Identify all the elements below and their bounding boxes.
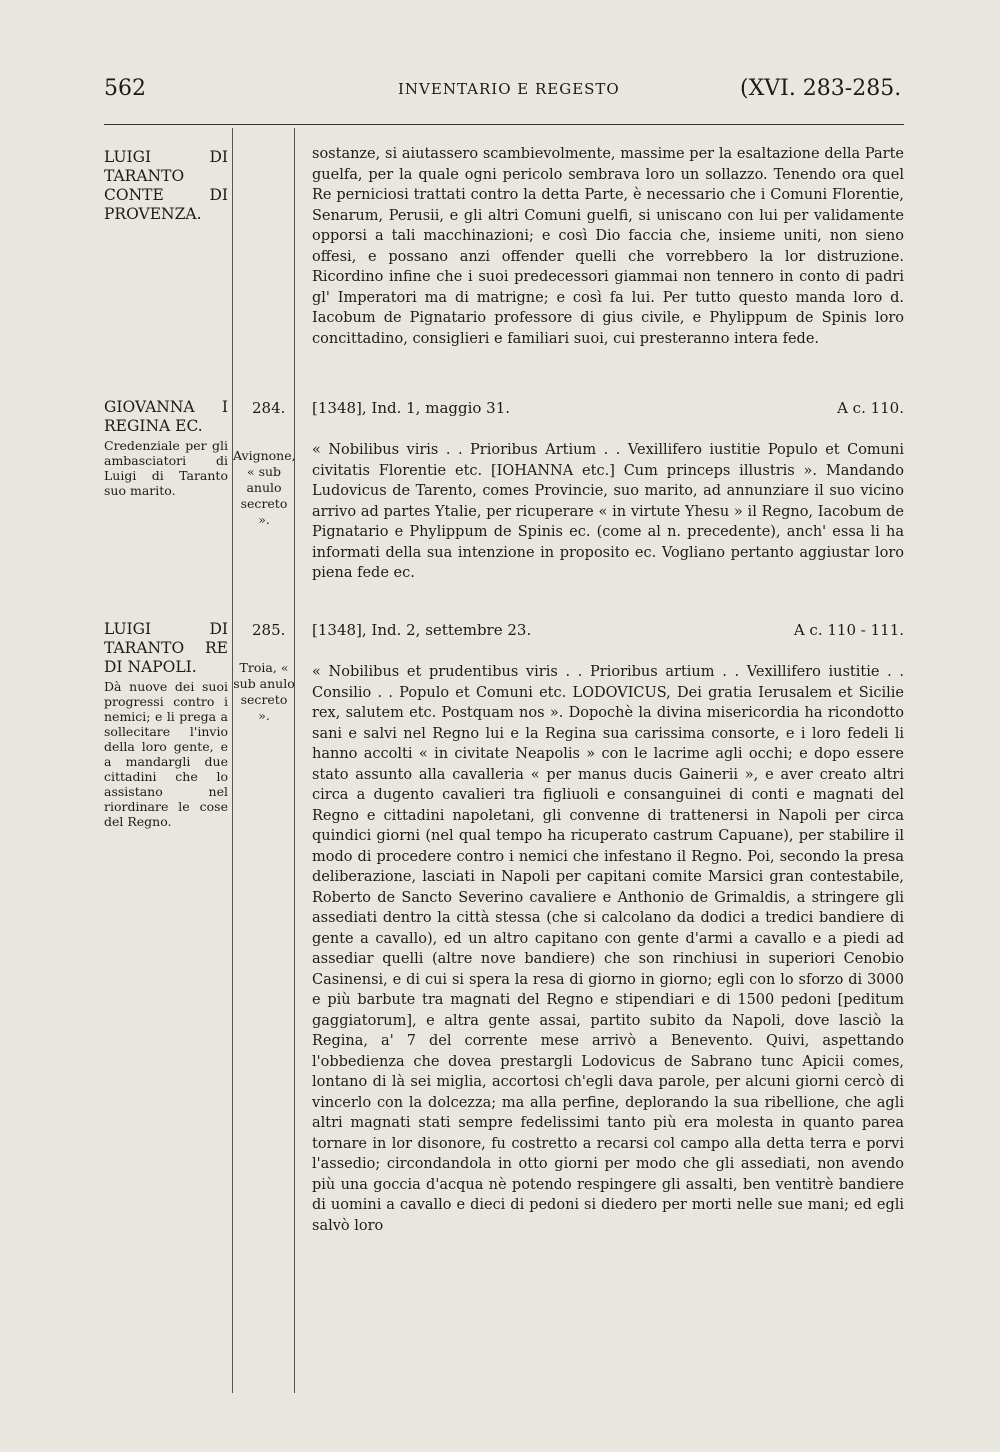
folio-reference: A c. 110.: [837, 399, 904, 417]
regesto-text: « Nobilibus viris . . Prioribus Artium . . Vexillifero iustitie Populo et Comuni civitatis Florentie etc. [IOHANNA etc.] Cum princeps illustris ». Mandando Ludovicus de Tarento, comes Provincie, suo marito, ad annunziare il suo vicino arrivo ad partes Ytalie, per ricuperare « in virtute Yhesu » il Regno, Iacobum de Pignatario e Phylippum de Spinis ec. (come al n. precedente), anch' essa li ha informati della sua intenzione in proposito ec. Vogliano pertanto aggiustar loro piena fede ec.: [312, 442, 904, 581]
document-number: 285.: [252, 621, 286, 639]
regesto-text: sostanze, si aiutassero scambievolmente, massime per la esaltazione della Parte guelfa, per la quale ogni pericolo sembrava loro un sollazzo. Tenendo ora quel Re perniciosi trattati contro la detta Parte, è necessario che i Comuni Florentie, Senarum, Perusii, e gli altri Comuni guelfi, si uniscano con lui per validamente opporsi a tali macchinazioni; e così Dio faccia che, insieme uniti, non sieno offesi, e possano anzi offender quelli che vorrebbero la lor distruzione. Ricordino infine che i suoi predecessori giammai non tennero in conto di padri gl' Imperatori ma di matrigne; e così fa lui. Per tutto questo manda loro d. Iacobum de Pignatario professore di gius civile, e Phylippum de Spinis loro concittadino, consiglieri e familiari suoi, cui presteranno intera fede.: [312, 146, 904, 347]
column-divider-right: [294, 128, 295, 1393]
regesto-text: « Nobilibus et prudentibus viris . . Prioribus artium . . Vexillifero iustitie . . Consilio . . Populo et Comuni etc. LODOVICUS, Dei gratia Ierusalem et Sicilie rex, salutem etc. Postquam nos ». Dopochè la divina misericordia ha ricondotto sani e salvi nel Regno lui e la Regina sua carissima consorte, e i loro fedeli li hanno accolti « in civitate Neapolis » con le lacrime agli occhi; e dopo essere stato assunto alla cavalleria « per manus ducis Gainerii », e aver creato altri circa a dugento cavalieri tra figliuoli e consanguinei di conti e magnati del Regno e cittadini napoletani, gli convenne di trattenersi in Napoli per circa quindici giorni (nel qual tempo ha ricuperato castrum Capuane), per stabilire il modo di procedere contro i nemici che infestano il Regno. Poi, secondo la presa deliberazione, lasciati in Napoli per capitani comite Marsici gran contestabile, Roberto de Sancto Severino cavaliere e Anthonio de Grimaldis, a stringere gli assediati dentro la città stessa (che si calcolano da dodici a tredici bandiere di gente a cavallo), ed un altro capitano con gente d'armi a cavallo e a piedi ad assediar quelli (altre nove bandiere) che son rinchiusi in superiori Cenobio Casinensi, e di cui si spera la resa di giorno in giorno; egli con lo sforzo di 3000 e più barbute tra magnati del Regno e stipendiari e di 1500 pedoni [peditum gaggiatorum], e altra gente assai, partito subito da Napoli, dove lasciò la Regina, a' 7 del corrente mese arrivò a Benevento. Quivi, aspettando l'obbedienza che dovea prestargli Lodovicus de Sabrano tunc Apicii comes, lontano di là sei miglia, accortosi ch'egli dava parole, per alcuni giorni cercò di vincerlo con la dolcezza; ma alla perfine, deplorando la sua ribellione, che agli altri magnati stati sempre fedelissimi tanto più era molesta in quanto parea tornare in lor disonore, fu costretto a recarsi col campo alla detta terra e porvi l'assedio; circondandola in otto giorni per modo che gli assediati, non avendo più una goccia d'acqua nè potendo respingere gli assalti, ben ventitrè bandiere di uomini a cavallo e dieci di pedoni si diedero per morti nelle sue mani; ed egli salvò loro: [312, 664, 904, 1234]
section-summary: Credenziale per gli ambasciatori di Luigi di Taranto suo marito.: [104, 438, 228, 498]
document-range: (XVI. 283-285.: [740, 76, 902, 101]
section-title: LUIGI DI TARANTO CONTE DI PROVENZA.: [104, 148, 228, 223]
document-date: [1348], Ind. 1, maggio 31.: [312, 399, 511, 417]
section-entry: [104, 620, 228, 829]
running-title: INVENTARIO E REGESTO: [398, 80, 620, 98]
folio-reference: A c. 110 - 111.: [793, 621, 904, 639]
document-date: [1348], Ind. 2, settembre 23.: [312, 621, 532, 639]
header-rule: [104, 124, 904, 125]
section-title: GIOVANNA I REGINA EC.: [104, 398, 228, 435]
section-title: LUIGI DI TARANTO RE DI NAPOLI.: [104, 620, 228, 676]
section-entry: [104, 398, 228, 498]
section-summary: Dà nuove dei suoi progressi contro i nemici; e li prega a sollecitare l'invio della loro gente, e a mandargli due cittadini che lo assistano nel riordinare le cose del Regno.: [104, 679, 228, 829]
document-place: Troia, « sub anulo secreto ».: [233, 660, 295, 723]
document-place: Avignone, « sub anulo secreto ».: [233, 448, 296, 527]
column-divider-left: [232, 128, 233, 1393]
page-number: 562: [104, 76, 146, 101]
running-header: [0, 76, 1000, 112]
document-number: 284.: [252, 399, 286, 417]
